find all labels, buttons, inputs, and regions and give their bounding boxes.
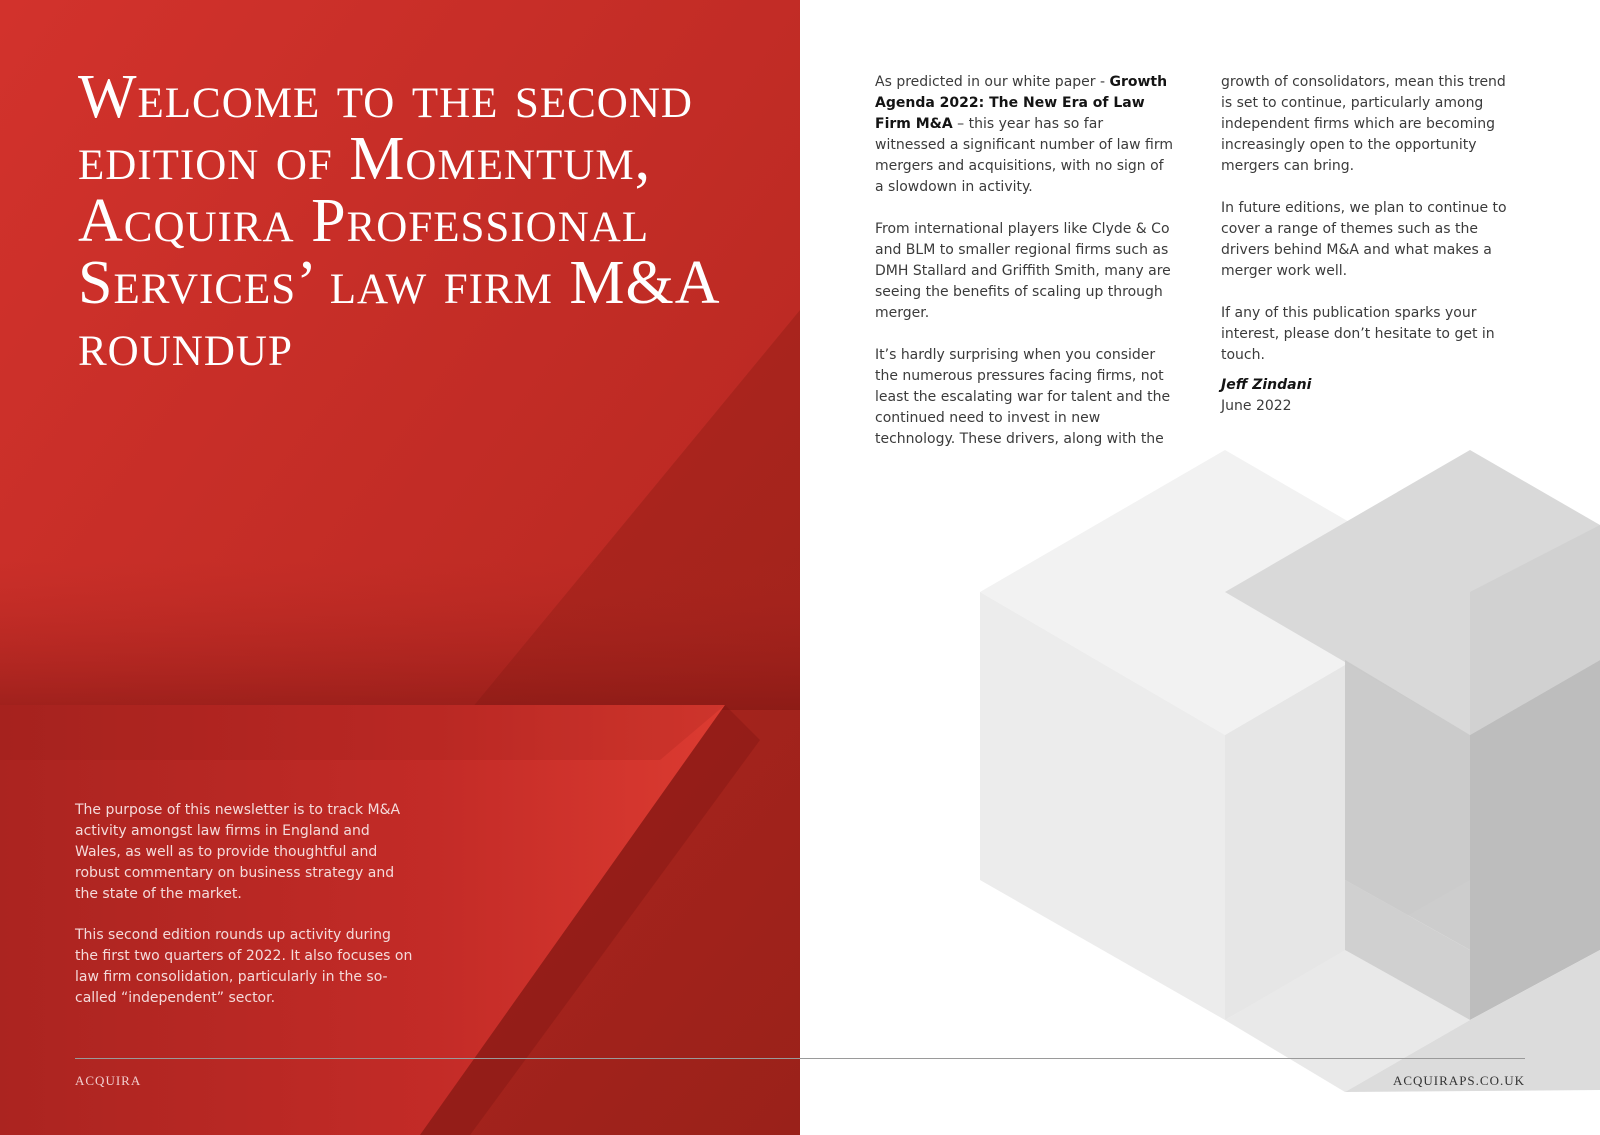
footer-brand: ACQUIRA <box>75 1073 142 1088</box>
intro-paragraph-2: This second edition rounds up activity during the first two quarters of 2022. It also focuses on law firm consolidation, particularly in the so-called “independent” sector. <box>75 927 413 1006</box>
footer-website: ACQUIRAPS.CO.UK <box>1392 1073 1525 1088</box>
intro-paragraph-1: The purpose of this newsletter is to track M&A activity amongst law firms in England and Wales, as well as to provide thoughtful and robust commentary on business strategy and the state of the market. <box>75 802 401 902</box>
column-2-paragraph-3: If any of this publication sparks your interest, please don’t hesitate to get in touch. <box>1221 305 1495 363</box>
text-column-1 <box>875 72 1175 471</box>
column-2-paragraph-1: growth of consolidators, mean this trend is set to continue, particularly among independent firms which are becoming increasingly open to the opportunity mergers can bring. <box>1221 74 1506 174</box>
page-headline: Welcome to the second edition of Momentum, Acquira Professional Services’ law firm M&A roundup <box>78 63 718 379</box>
text-column-2 <box>1221 72 1521 417</box>
footer-divider <box>75 1058 1525 1059</box>
paragraph-lead: As predicted in our white paper - <box>875 74 1110 90</box>
signoff-name: Jeff Zindani <box>1221 377 1312 393</box>
signoff-date: June 2022 <box>1221 398 1292 414</box>
column-2-paragraph-2: In future editions, we plan to continue to cover a range of themes such as the drivers behind M&A and what makes a merger work well. <box>1221 200 1507 279</box>
column-1-paragraph-2: From international players like Clyde & Co and BLM to smaller regional firms such as DMH Stallard and Griffith Smith, many are seeing the benefits of scaling up through merger. <box>875 221 1171 321</box>
column-1-paragraph-1 <box>875 72 1175 198</box>
right-page <box>800 0 1600 1135</box>
paragraph-rest: – this year has so far witnessed a significant number of law firm mergers and acquisitions, with no sign of a slowdown in activity. <box>875 116 1173 195</box>
column-1-paragraph-3: It’s hardly surprising when you consider the numerous pressures facing firms, not least the escalating war for talent and the continued need to invest in new technology. These drivers, along with the <box>875 347 1171 447</box>
white-paper-title: Growth Agenda 2022: The New Era of Law Firm M&A <box>875 74 1168 132</box>
intro-text <box>75 800 415 1029</box>
